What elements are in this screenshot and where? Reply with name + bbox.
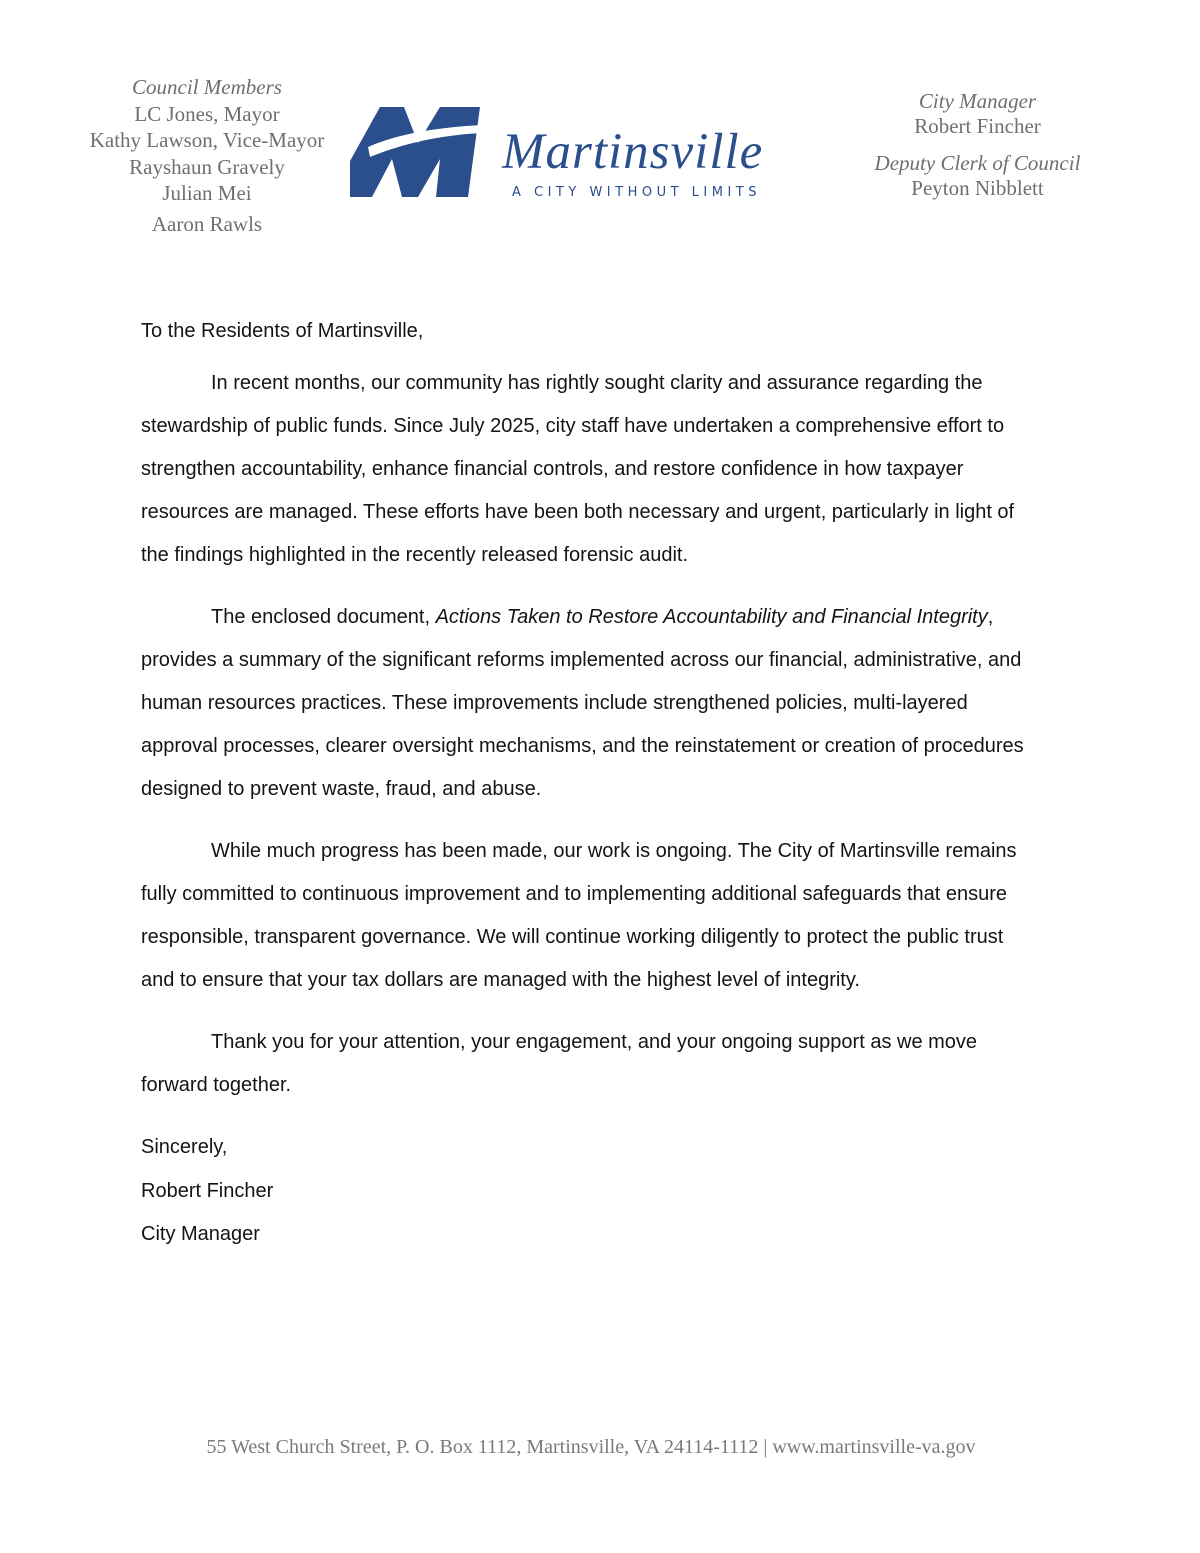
paragraph-1: In recent months, our community has rightly sought clarity and assurance regarding the stewardship of public funds. Since July 2025, city staff have undertaken a comprehensive effort to strengthen accountability, enhance financial controls, and restore confidence in how taxpayer resources are managed. These efforts have been both necessary and urgent, particularly in light of the findings highlighted in the recently released forensic audit. [141,372,1015,566]
paragraph-4: Thank you for your attention, your engagement, and your ongoing support as we move forward together. [141,1031,978,1096]
paragraph-2-rest: , provides a summary of the significant reforms implemented across our financial, administrative, and human resources practices. These improvements include strengthened policies, multi-layered approval processes, clearer oversight mechanisms, and the reinstatement or creation of procedures designed to prevent waste, fraud, and abuse. [141,606,1024,800]
city-wordmark: Martinsville [502,124,764,180]
council-member: Julian Mei [162,181,252,205]
management-block [850,89,1105,201]
council-member: LC Jones, Mayor [134,101,280,126]
city-manager-name: Robert Fincher [914,114,1041,138]
letter-body [141,314,1041,1257]
paragraph-2-intro: The enclosed document, [211,606,436,628]
salutation: To the Residents of Martinsville, [141,320,424,342]
deputy-clerk-name: Peyton Nibblett [911,176,1044,200]
paragraph-3: While much progress has been made, our work is ongoing. The City of Martinsville remains fully committed to continuous improvement and to implementing additional safeguards that ensure responsible, transparent governance. We will continue working diligently to protect the public trust and to ensure that your tax dollars are managed with the highest level of integrity. [141,840,1017,991]
council-members-heading: Council Members [132,75,282,99]
martinsville-logo [350,103,820,203]
signature-block [141,1126,1041,1257]
deputy-clerk-heading: Deputy Clerk of Council [874,151,1081,175]
footer-address: 55 West Church Street, P. O. Box 1112, Martinsville, VA 24114-1112 | www.martinsville-va.gov [206,1436,976,1458]
council-members-block [62,74,352,237]
letterhead [0,0,1200,260]
council-member: Rayshaun Gravely [129,154,285,179]
signer-title: City Manager [141,1223,260,1245]
paragraph-2 [141,596,1041,811]
closing: Sincerely, [141,1136,228,1158]
council-member: Kathy Lawson, Vice-Mayor [89,128,325,152]
signer-name: Robert Fincher [141,1179,274,1202]
city-tagline: A CITY WITHOUT LIMITS [512,185,761,200]
document-title: Actions Taken to Restore Accountability and Financial Integrity [435,606,988,628]
m-mark-icon [350,103,485,199]
city-manager-heading: City Manager [918,89,1037,113]
council-member: Aaron Rawls [151,211,263,236]
